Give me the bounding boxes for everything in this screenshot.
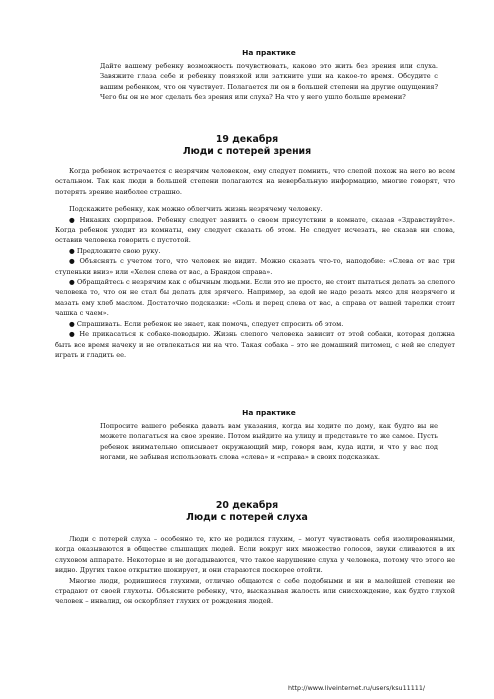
practice-text: Дайте вашему ребенку возможность почувствовать, каково это жить без зрения или слуха. Завяжите глаза себе и ребенку повязкой или заткните уши на какое-то время. Обсудите с вашим ребенком, что он чувствует. Полагается ли он в большей степени на другие ощущения? Чего бы он не мог сделать без зрения или слуха? На что у него ушло больше времени?: [100, 62, 438, 101]
bullet-item: ● Предложите свою руку.: [69, 246, 161, 255]
section-body-hearing: [55, 534, 455, 607]
practice-heading: На практике: [242, 48, 296, 57]
bullet-item: ● Объяснять с учетом того, что человек не видит. Можно сказать что-то, наподобие: «Слева от вас три ступеньки вниз» или «Хелен слева от вас, а Брандон справа».: [55, 257, 455, 276]
section-date-dec19: 19 декабря: [215, 134, 279, 145]
section-title-vision: Люди с потерей зрения: [182, 146, 312, 157]
practice-text: Попросите вашего ребенка давать вам указания, когда вы ходите по дому, как будто вы не можете полагаться на свое зрение. Потом выйдите на улицу и представьте то же самое. Пусть ребенок внимательно описывает окружающий мир, говоря вам, куда идти, и что у вас под ногами, не забывая использовать слова «слева» и «справа» в своих подсказках.: [100, 422, 438, 461]
bullet-item: ● Никаких сюрпризов. Ребенку следует заявить о своем присутствии в комнате, сказав «Здравствуйте». Когда ребенок уходит из комнаты, ему следует сказать об этом. Не следует исчезать, не сказав ни слова, оставив человека говорить с пустотой.: [55, 215, 455, 245]
source-url: http://www.liveinternet.ru/users/ksu11111/: [288, 684, 426, 692]
bullet-item: ● Не прикасаться к собаке-поводырю. Жизнь слепого человека зависит от этой собаки, которая должна быть все время начеку и не отвлекаться ни на что. Такая собака – это не домашний питомец, с ней не следует играть и гладить ее.: [55, 330, 455, 359]
paragraph: Подскажите ребенку, как можно облегчить жизнь незрячему человеку.: [69, 205, 323, 214]
practice-box-top: [100, 48, 438, 102]
practice-heading: На практике: [242, 408, 296, 417]
practice-box-middle: [100, 408, 438, 462]
paragraph: Люди с потерей слуха – особенно те, кто не родился глухим, – могут чувствовать себя изолированными, когда оказываются в обществе слышащих людей. Если вокруг них множество голосов, звуки сливаются в их слуховом аппарате. Некоторые и не догадываются, что такое нарушение слуха у человека, потому что этого не видно. Других такое открытие шокирует, и они стараются поскорее отойти.: [55, 535, 455, 575]
paragraph: Когда ребенок встречается с незрячим человеком, ему следует помнить, что слепой похож на него во всем остальном. Так как люди в большей степени полагаются на невербальную информацию, многие говорят, что потерять зрение наиболее страшно.: [55, 167, 455, 196]
section-body-vision: [55, 166, 455, 360]
paragraph: Многие люди, родившиеся глухими, отлично общаются с себе подобными и ни в малейшей степени не страдают от своей глухоты. Объясните ребенку, что, высказывая жалость или снисхождение, как будто глухой человек – инвалид, он оскорбляет глухих от рождения людей.: [55, 576, 455, 606]
bullet-item: ● Обращайтесь с незрячим как с обычным людьми. Если это не просто, не стоит пытаться делать за слепого человека то, что он не стал бы делать для зрячего. Например, за едой не надо резать мясо для незрячего и мазать ему хлеб маслом. Достаточно подсказки: «Соль и перец слева от вас, а справа от вашей тарелки стоит чашка с чаем».: [55, 278, 455, 318]
bullet-item: ● Спрашивать. Если ребенок не знает, как помочь, следует спросить об этом.: [69, 319, 344, 328]
section-title-hearing: Люди с потерей слуха: [186, 512, 308, 523]
section-date-dec20: 20 декабря: [215, 500, 279, 511]
